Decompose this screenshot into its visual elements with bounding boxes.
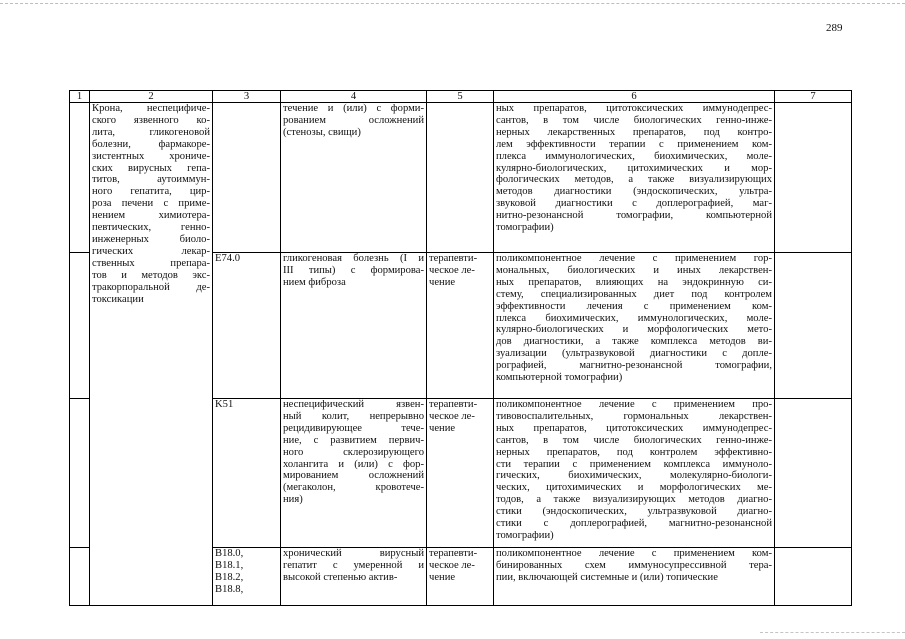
text-line: стики с доплерографией, магнитно-резонансной [496, 518, 772, 530]
text-line: лита, гликогеновой [92, 126, 210, 138]
treatment-method-cell [494, 253, 775, 399]
cost-cell [775, 548, 852, 606]
text-line: лем эффективности терапии с применением ком- [496, 138, 772, 150]
text-line: сантов, в том числе биологических генно-инже- [496, 114, 772, 126]
text-line: ных препаратов, цитотоксических иммунодепрес- [496, 422, 772, 434]
text-line: холангита и (или) с фор- [283, 458, 424, 470]
text-line: роза печени с приме- [92, 198, 210, 210]
patient-model-cell [281, 399, 427, 548]
text-line: поликомпонентное лечение с применением про- [496, 399, 772, 410]
text-line: чение [429, 571, 456, 583]
text-line: нитно-резонансной томографии, компьютерной [496, 210, 772, 222]
text-line: тивовоспалительных, гормональных лекарствен- [496, 410, 772, 422]
text-line: ских вирусных гепа- [92, 162, 210, 174]
text-line: рецидивирующее тече- [283, 422, 424, 434]
text-line: компьютерной томографии) [496, 372, 623, 384]
text-line: ческих, цитохимических и морфологических ме- [496, 482, 772, 494]
text-line: томографии) [496, 529, 554, 541]
row-number-cell [70, 103, 90, 253]
icd-code-cell [213, 253, 281, 399]
col-header: 6 [494, 91, 775, 103]
text-line: токсикации [92, 293, 144, 305]
disease-cell [90, 103, 213, 606]
treatment-type-cell [427, 399, 494, 548]
treatment-method-cell [494, 399, 775, 548]
text-line: высокой степенью актив- [283, 571, 398, 583]
text-line: бинированных схем иммуносупрессивной тера- [496, 559, 772, 571]
text-line: плекса биохимических, иммунологических, моле- [496, 312, 772, 324]
col-header: 7 [775, 91, 852, 103]
text-line: гических, биохимических, молекулярно-биологи- [496, 470, 772, 482]
col-header: 5 [427, 91, 494, 103]
text-line: ного склерозирующего [283, 446, 424, 458]
treatment-table [69, 90, 852, 606]
text-line: B18.8, [215, 583, 244, 595]
text-line: плекса иммунологических, биохимических, моле- [496, 150, 772, 162]
cost-cell [775, 103, 852, 253]
text-line: мированием осложнений [283, 470, 424, 482]
text-line: томографии) [496, 222, 554, 234]
text-line: Крона, неспецифиче- [92, 103, 210, 114]
text-line: ный колит, непрерывно [283, 410, 424, 422]
text-line [215, 103, 278, 115]
text-line: (мегаколон, кровотече- [283, 482, 424, 494]
table-row [70, 103, 852, 253]
text-line: нием фиброза [283, 276, 346, 288]
icd-code-cell [213, 548, 281, 606]
text-line: III типы) с формирова- [283, 264, 424, 276]
text-line: методов диагностики (эндоскопических, ультра- [496, 186, 772, 198]
text-line: титов, аутоиммун- [92, 174, 210, 186]
text-line: ние, с развитием первич- [283, 434, 424, 446]
text-line: певтических, генно- [92, 222, 210, 234]
text-line: звуковой диагностики с доплерографией, маг- [496, 198, 772, 210]
text-line: эффективности лечения с применением ком- [496, 300, 772, 312]
row-number-cell [70, 548, 90, 606]
icd-code-cell [213, 103, 281, 253]
text-line: E74.0 [215, 253, 241, 264]
text-line [429, 103, 491, 115]
patient-model-cell [281, 253, 427, 399]
text-line: рографией, магнитно-резонансной томографии, [496, 360, 772, 372]
text-line: ческое ле- [429, 264, 475, 276]
text-line: поликомпонентное лечение с применением ком- [496, 548, 772, 559]
text-line: ния) [283, 494, 303, 506]
text-line: пии, включающей системные и (или) топические [496, 571, 718, 583]
text-line: зуализации (ультразвуковой диагностики с допле- [496, 348, 772, 360]
text-line: зистентных хрониче- [92, 150, 210, 162]
text-line: болезни, фармакоре- [92, 138, 210, 150]
row-number-cell [70, 399, 90, 548]
text-line: B18.1, [215, 559, 244, 571]
patient-model-cell [281, 103, 427, 253]
text-line: (стенозы, свищи) [283, 126, 361, 138]
text-line: дов диагностики, а также комплекса методов ви- [496, 336, 772, 348]
text-line: кулярно-биологических и морфологических мето- [496, 324, 772, 336]
col-header: 4 [281, 91, 427, 103]
col-header: 1 [70, 91, 90, 103]
text-line: неспецифический язвен- [283, 399, 424, 410]
text-line: течение и (или) с форми- [283, 103, 424, 114]
text-line: гических лекар- [92, 245, 210, 257]
text-line: гепатит с умеренной и [283, 559, 424, 571]
text-line: тов и методов экс- [92, 269, 210, 281]
text-line: ственных препара- [92, 257, 210, 269]
text-line: тракорпоральной де- [92, 281, 210, 293]
text-line: нением химиотера- [92, 210, 210, 222]
text-line: кулярно-биологических, цитохимических и мор- [496, 162, 772, 174]
page-number: 289 [826, 22, 843, 34]
text-line: стики (эндоскопических, ультразвуковой диагно- [496, 506, 772, 518]
cost-cell [775, 253, 852, 399]
cost-cell [775, 399, 852, 548]
text-line: терапевти- [429, 548, 478, 559]
text-line: ческое ле- [429, 410, 475, 422]
treatment-type-cell [427, 548, 494, 606]
text-line: фологических методов, а также визуализирующих [496, 174, 772, 186]
scan-edge-top [0, 3, 905, 4]
text-line: B18.2, [215, 571, 244, 583]
text-line: ных препаратов, влияющих на эндокринную си- [496, 276, 772, 288]
text-line: нерных лекарственных препаратов, под контро- [496, 126, 772, 138]
text-line: нерных препаратов, под контролем эффективно- [496, 446, 772, 458]
text-line: гликогеновая болезнь (I и [283, 253, 424, 264]
text-line: хронический вирусный [283, 548, 424, 559]
table-header-row [70, 91, 852, 103]
col-header: 2 [90, 91, 213, 103]
text-line: тодов, а также визуализирующих методов диагно- [496, 494, 772, 506]
text-line: инженерных биоло- [92, 233, 210, 245]
treatment-type-cell [427, 253, 494, 399]
text-line: рованием осложнений [283, 114, 424, 126]
text-line: стему, специализированных диет под контролем [496, 288, 772, 300]
text-line: терапевти- [429, 253, 478, 264]
row-number-cell [70, 253, 90, 399]
col-header: 3 [213, 91, 281, 103]
text-line: ного гепатита, цир- [92, 186, 210, 198]
text-line: мональных, биологических и иных лекарствен- [496, 264, 772, 276]
icd-code-cell [213, 399, 281, 548]
text-line: терапевти- [429, 399, 478, 410]
text-line: сти терапии с применением комплекса иммуноло- [496, 458, 772, 470]
text-line: сантов, в том числе биологических генно-инже- [496, 434, 772, 446]
patient-model-cell [281, 548, 427, 606]
text-line: чение [429, 276, 456, 288]
treatment-type-cell [427, 103, 494, 253]
treatment-method-cell [494, 548, 775, 606]
text-line: поликомпонентное лечение с применением гор- [496, 253, 772, 264]
text-line: чение [429, 422, 456, 434]
treatment-method-cell [494, 103, 775, 253]
text-line: K51 [215, 399, 234, 410]
scan-edge-bottom [760, 632, 905, 633]
text-line: ных препаратов, цитотоксических иммунодепрес- [496, 103, 772, 114]
text-line: ского язвенного ко- [92, 114, 210, 126]
text-line: ческое ле- [429, 559, 475, 571]
text-line: B18.0, [215, 548, 244, 559]
